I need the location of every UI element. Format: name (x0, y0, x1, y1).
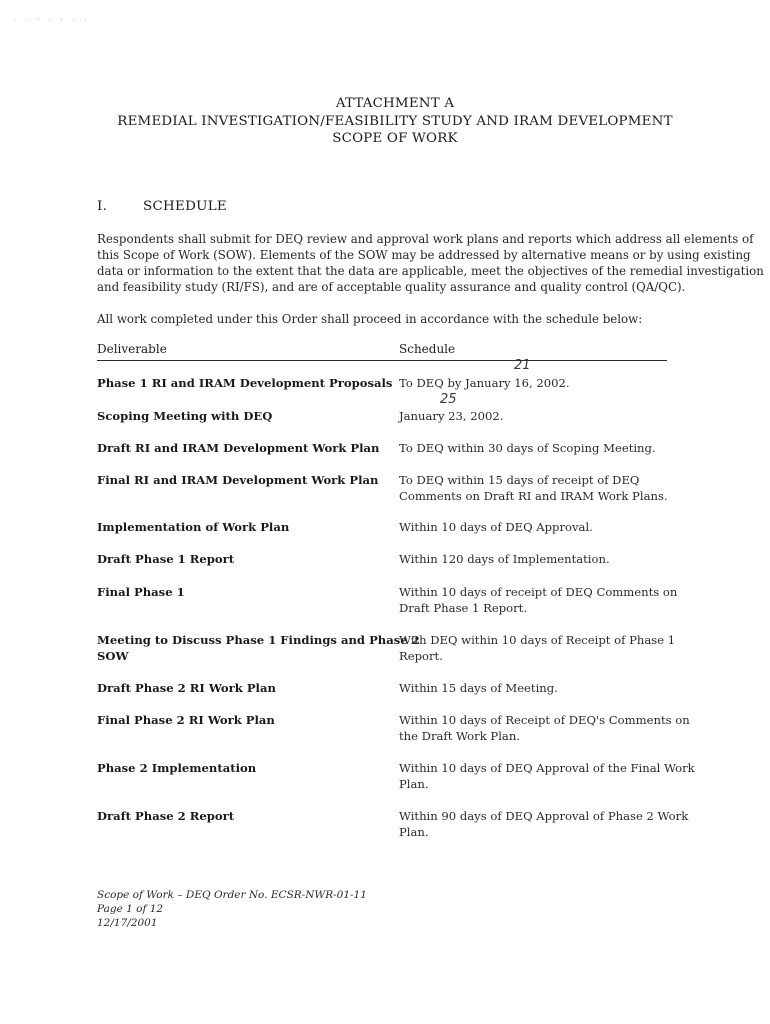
deliverable-text: Draft Phase 2 RI Work Plan (97, 681, 276, 695)
schedule-text: Within 10 days of DEQ Approval. (399, 520, 593, 534)
schedule-cell (399, 584, 678, 616)
schedule-cell (399, 760, 695, 792)
deliverable-cell (97, 760, 389, 776)
schedule-text: Within 15 days of Meeting. (399, 681, 558, 695)
schedule-cell (399, 712, 690, 744)
deliverable-cell (97, 551, 389, 567)
schedule-text: To DEQ within 15 days of receipt of DEQ (399, 473, 640, 487)
deliverable-text: SOW (97, 649, 129, 663)
handwritten-correction: 25 (440, 392, 457, 407)
schedule-text: To DEQ by January 16, 2002. (399, 376, 570, 390)
deliverable-cell (97, 408, 389, 424)
deliverable-text: Phase 1 RI and IRAM Development Proposals (97, 376, 393, 390)
document-title (40, 95, 750, 148)
deliverable-cell (97, 519, 389, 535)
schedule-text: Report. (399, 649, 443, 663)
deliverable-cell (97, 440, 389, 456)
deliverable-text: Implementation of Work Plan (97, 520, 290, 534)
schedule-cell (399, 375, 669, 391)
schedule-text: Within 10 days of DEQ Approval of the Final Work (399, 761, 695, 775)
scan-artifact-marks: · · ' · ' · · (14, 18, 91, 25)
schedule-text: To DEQ within 30 days of Scoping Meeting. (399, 441, 656, 455)
deliverable-text: Scoping Meeting with DEQ (97, 409, 273, 423)
schedule-text: the Draft Work Plan. (399, 729, 520, 743)
deliverable-cell (97, 808, 389, 824)
handwritten-correction: 21 (514, 358, 531, 373)
schedule-cell (399, 519, 669, 535)
schedule-intro-paragraph (97, 311, 665, 327)
deliverable-cell (97, 472, 389, 488)
schedule-table-header (97, 342, 667, 361)
schedule-cell (399, 551, 669, 567)
title-line-3: SCOPE OF WORK (332, 131, 458, 146)
footer-document-ref: Scope of Work – DEQ Order No. ECSR-NWR-01-11 (97, 889, 367, 901)
deliverable-cell (97, 632, 420, 664)
deliverable-cell (97, 680, 389, 696)
page-footer (97, 888, 367, 930)
schedule-text: Comments on Draft RI and IRAM Work Plans. (399, 489, 668, 503)
schedule-text: Plan. (399, 825, 429, 839)
section-heading (97, 199, 227, 214)
deliverable-column-header: Deliverable (97, 342, 167, 356)
deliverable-text: Meeting to Discuss Phase 1 Findings and Phase 2 (97, 633, 420, 647)
schedule-text: Within 120 days of Implementation. (399, 552, 610, 566)
footer-date: 12/17/2001 (97, 917, 158, 929)
deliverable-text: Draft Phase 2 Report (97, 809, 235, 823)
schedule-text: Within 10 days of receipt of DEQ Comments on (399, 585, 678, 599)
schedule-text: With DEQ within 10 days of Receipt of Phase 1 (399, 633, 676, 647)
deliverable-text: Phase 2 Implementation (97, 761, 257, 775)
footer-page-number: Page 1 of 12 (97, 903, 164, 915)
schedule-cell (399, 632, 676, 664)
paragraph-line: and feasibility study (RI/FS), and are of acceptable quality assurance and quality control (QA/QC). (97, 280, 686, 294)
paragraph-line: Respondents shall submit for DEQ review and approval work plans and reports which address all elements of (97, 232, 754, 246)
paragraph-line: data or information to the extent that the data are applicable, meet the objectives of the remedial investigation (97, 264, 764, 278)
schedule-cell (399, 680, 669, 696)
section-title: SCHEDULE (143, 199, 227, 214)
deliverable-cell (97, 584, 389, 600)
schedule-cell (399, 808, 689, 840)
schedule-cell (399, 408, 669, 424)
deliverable-text: Final Phase 1 (97, 585, 185, 599)
schedule-text: Within 10 days of Receipt of DEQ's Comments on (399, 713, 690, 727)
schedule-text: Plan. (399, 777, 429, 791)
title-line-2: REMEDIAL INVESTIGATION/FEASIBILITY STUDY AND IRAM DEVELOPMENT (117, 113, 673, 129)
deliverable-cell (97, 712, 389, 728)
schedule-text: January 23, 2002. (399, 409, 504, 423)
section-number: I. (97, 199, 108, 214)
intro-paragraph (97, 231, 764, 295)
paragraph-line: All work completed under this Order shall proceed in accordance with the schedule below: (97, 312, 643, 326)
title-line-1: ATTACHMENT A (335, 96, 455, 111)
schedule-column-header: Schedule (399, 342, 456, 356)
schedule-text: Within 90 days of DEQ Approval of Phase 2 Work (399, 809, 689, 823)
deliverable-text: Draft Phase 1 Report (97, 552, 235, 566)
schedule-cell (399, 472, 669, 504)
deliverable-cell (97, 375, 393, 391)
deliverable-text: Draft RI and IRAM Development Work Plan (97, 441, 380, 455)
schedule-cell (399, 440, 669, 456)
deliverable-text: Final RI and IRAM Development Work Plan (97, 473, 379, 487)
deliverable-text: Final Phase 2 RI Work Plan (97, 713, 275, 727)
paragraph-line: this Scope of Work (SOW). Elements of the SOW may be addressed by alternative means or by using existing (97, 248, 751, 262)
schedule-text: Draft Phase 1 Report. (399, 601, 528, 615)
